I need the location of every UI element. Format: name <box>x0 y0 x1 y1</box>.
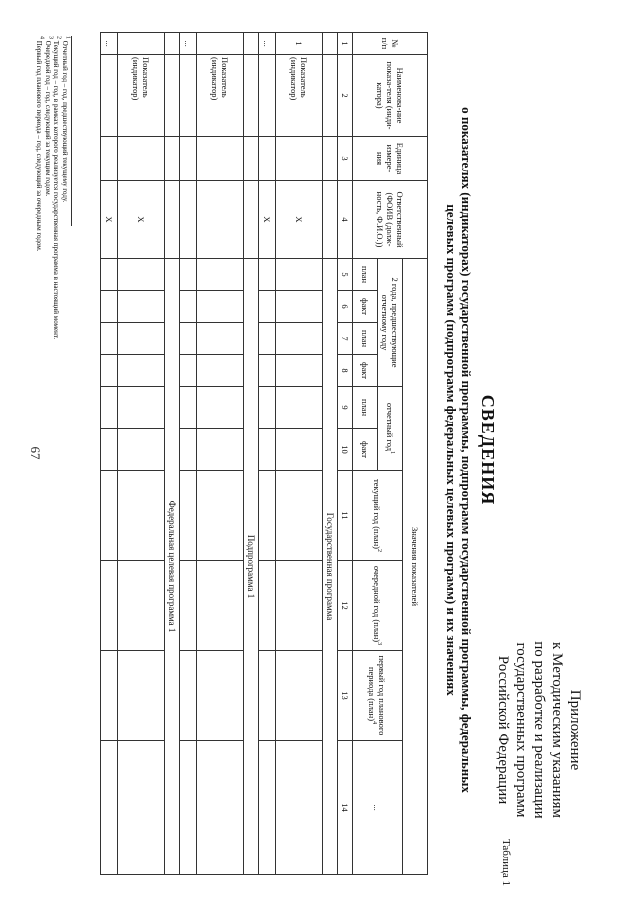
subtitle-line: целевых программ (подпрограмм федеральных целевых программ) и их значениях <box>444 204 459 696</box>
table-row <box>118 33 165 875</box>
header-plan: план <box>353 323 378 355</box>
row-num: ... <box>101 33 118 55</box>
section-title: Государственная программа <box>323 259 338 875</box>
footnote: $^3$ Очередной год – год, следующий за текущим годом. <box>44 36 54 197</box>
header-next-year: очередной год (план)$^3$ <box>353 561 403 651</box>
footnote-divider <box>71 36 72 226</box>
column-number: 5 <box>338 259 353 291</box>
header-unit: Единица измере-ния <box>353 137 428 181</box>
header-plan: план <box>353 259 378 291</box>
row-num: ... <box>259 33 276 55</box>
column-number: 2 <box>338 55 353 137</box>
row-responsible: Х <box>101 181 118 259</box>
indicators-table <box>100 32 428 875</box>
header-values: Значения показателей <box>403 259 428 875</box>
column-number: 14 <box>338 741 353 875</box>
row-indicator-name: Показатель (индикатор) <box>118 55 165 137</box>
column-number: 8 <box>338 355 353 387</box>
row-responsible: Х <box>276 181 323 259</box>
table-row <box>276 33 323 875</box>
row-num: ... <box>180 33 197 55</box>
section-title: Подпрограмма 1 <box>244 259 259 875</box>
row-responsible <box>180 181 197 259</box>
column-number: 4 <box>338 181 353 259</box>
table-row <box>101 33 118 875</box>
appendix-line: государственных программ <box>513 642 529 818</box>
row-responsible: Х <box>118 181 165 259</box>
footnote: $^1$ Отчетный год – год, предшествующий текущему году. <box>61 36 71 203</box>
subtitle-line: о показателях (индикаторах) государственной программы, подпрограмм государственной программы, федеральных <box>459 107 474 793</box>
column-numbers-row <box>338 33 353 875</box>
footnote: $^2$ Текущий год – год, в рамках которого реализуется государственная программа в настоящий момент. <box>52 36 62 340</box>
section-row <box>165 33 180 875</box>
table-row <box>180 33 197 875</box>
table-row <box>197 33 244 875</box>
appendix-line: по разработке и реализации <box>531 641 547 819</box>
table-row <box>259 33 276 875</box>
appendix-line: к Методическим указаниям <box>549 642 565 818</box>
header-fact: факт <box>353 429 378 471</box>
row-indicator-name <box>259 55 276 137</box>
row-num <box>118 33 165 55</box>
header-two-years: 2 года, предшествующие отчетному году <box>378 259 403 387</box>
row-indicator-name: Показатель (индикатор) <box>197 55 244 137</box>
header-fact: факт <box>353 355 378 387</box>
row-responsible <box>197 181 244 259</box>
header-fact: факт <box>353 291 378 323</box>
column-number: 13 <box>338 651 353 741</box>
row-num <box>197 33 244 55</box>
column-number: 9 <box>338 387 353 429</box>
column-number: 7 <box>338 323 353 355</box>
appendix-line: Российской Федерации <box>495 655 511 805</box>
table-label: Таблица 1 <box>500 838 512 886</box>
footnote: $^4$ Первый год планового периода – год, следующий за очередным годом. <box>35 36 45 252</box>
document-subtitle <box>444 40 474 860</box>
header-plan: план <box>353 387 378 429</box>
header-name: Наименова-ние показа-теля (инди-катора) <box>353 55 428 137</box>
section-title: Федеральная целевая программа 1 <box>165 259 180 875</box>
header-responsible: Ответственный (ФОИВ (долж-ность, Ф.И.О.)) <box>353 181 428 259</box>
column-number: 3 <box>338 137 353 181</box>
column-number: 10 <box>338 429 353 471</box>
row-indicator-name: Показатель (индикатор) <box>276 55 323 137</box>
column-number: 6 <box>338 291 353 323</box>
column-number: 1 <box>338 33 353 55</box>
header-first-plan-year: первый год планового периода (план)$^4$ <box>353 651 403 741</box>
header-report-year: отчетный год$^1$ <box>378 387 403 471</box>
row-indicator-name <box>180 55 197 137</box>
column-number: 12 <box>338 561 353 651</box>
row-responsible: Х <box>259 181 276 259</box>
footnotes <box>35 36 72 876</box>
row-num: 1 <box>276 33 323 55</box>
document-title: СВЕДЕНИЯ <box>478 394 498 506</box>
header-current-year: текущий год (план)$^2$ <box>353 471 403 561</box>
header-ellipsis: ... <box>353 741 403 875</box>
section-row <box>323 33 338 875</box>
appendix-line: Приложение <box>567 689 583 771</box>
page-number: 67 <box>28 446 43 460</box>
row-indicator-name <box>101 55 118 137</box>
header-num: № п/п <box>353 33 428 55</box>
section-row <box>244 33 259 875</box>
column-number: 11 <box>338 471 353 561</box>
